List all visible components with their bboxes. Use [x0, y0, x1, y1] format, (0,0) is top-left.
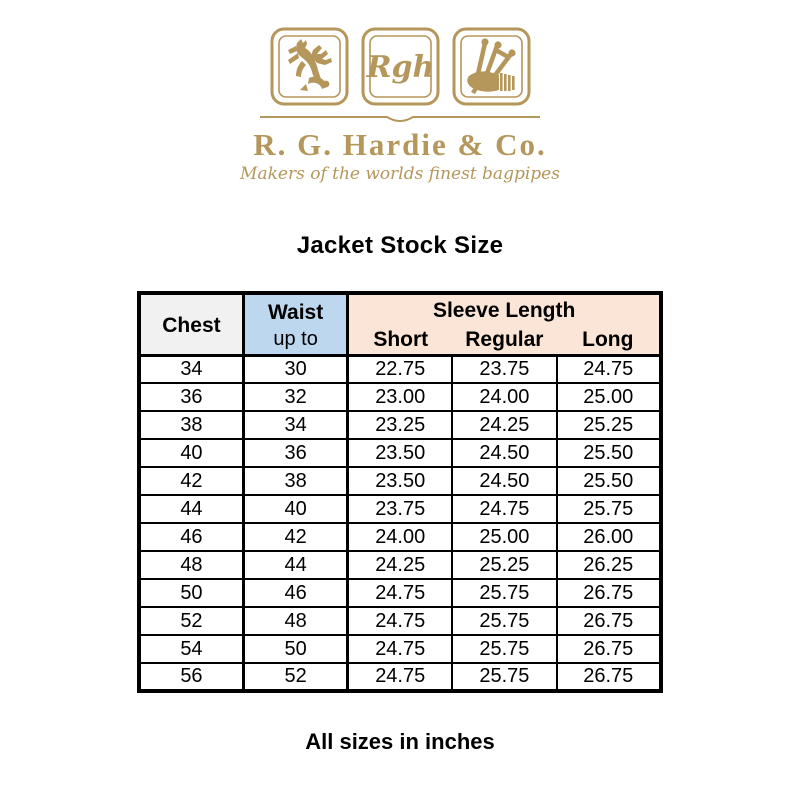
table-row: [139, 495, 661, 523]
footnote: All sizes in inches: [305, 729, 495, 754]
table-row: [139, 467, 661, 495]
table-cell: 40: [139, 439, 243, 467]
table-cell: 23.50: [348, 467, 452, 495]
table-cell: 36: [139, 383, 243, 411]
table-cell: 38: [139, 411, 243, 439]
table-cell: 25.25: [452, 551, 556, 579]
table-cell: 46: [243, 579, 347, 607]
table-cell: 44: [139, 495, 243, 523]
table-cell: 24.75: [452, 495, 556, 523]
bagpipes-icon: [451, 26, 532, 107]
table-cell: 24.25: [348, 551, 452, 579]
table-cell: 24.75: [348, 635, 452, 663]
table-cell: 25.75: [452, 579, 556, 607]
table-cell: 23.00: [348, 383, 452, 411]
brand-emblems: [0, 26, 800, 107]
page-title: Jacket Stock Size: [296, 232, 504, 259]
table-row: [139, 523, 661, 551]
table-cell: 24.00: [452, 383, 556, 411]
logo-divider: [259, 114, 541, 127]
brand-name: R. G. Hardie & Co.: [253, 127, 547, 162]
table-cell: 38: [243, 467, 347, 495]
table-cell: 24.50: [452, 439, 556, 467]
table-cell: 25.75: [557, 495, 661, 523]
table-cell: 30: [243, 355, 347, 383]
table-cell: 24.75: [348, 579, 452, 607]
brand-logo: [0, 0, 800, 185]
table-row: [139, 355, 661, 383]
column-header-short: Short: [348, 326, 452, 355]
table-cell: 40: [243, 495, 347, 523]
table-cell: 26.75: [557, 663, 661, 691]
table-cell: 23.75: [348, 495, 452, 523]
table-cell: 50: [139, 579, 243, 607]
table-cell: 25.50: [557, 439, 661, 467]
column-header-sleeve-length: Sleeve Length: [348, 293, 661, 326]
table-row: [139, 579, 661, 607]
table-cell: 25.00: [557, 383, 661, 411]
table-row: [139, 607, 661, 635]
waist-label: Waist: [267, 301, 324, 325]
table-cell: 26.75: [557, 579, 661, 607]
table-row: [139, 635, 661, 663]
table-cell: 25.00: [452, 523, 556, 551]
table-cell: 24.50: [452, 467, 556, 495]
table-cell: 26.00: [557, 523, 661, 551]
table-cell: 36: [243, 439, 347, 467]
column-header-long: Long: [557, 326, 661, 355]
waist-sublabel: up to: [273, 328, 318, 351]
column-header-chest: [139, 293, 243, 355]
brand-tagline: Makers of the worlds finest bagpipes: [240, 164, 560, 184]
table-row: [139, 439, 661, 467]
monogram-text: Rgh: [366, 50, 434, 85]
table-row: [139, 551, 661, 579]
table-cell: 34: [139, 355, 243, 383]
table-cell: 50: [243, 635, 347, 663]
size-table-header: [139, 293, 661, 355]
table-cell: 24.25: [452, 411, 556, 439]
table-cell: 54: [139, 635, 243, 663]
table-cell: 32: [243, 383, 347, 411]
table-row: [139, 663, 661, 691]
table-cell: 34: [243, 411, 347, 439]
table-cell: 24.75: [348, 607, 452, 635]
table-cell: 42: [139, 467, 243, 495]
table-cell: 25.75: [452, 607, 556, 635]
table-row: [139, 383, 661, 411]
table-cell: 48: [243, 607, 347, 635]
table-cell: 25.25: [557, 411, 661, 439]
table-cell: 46: [139, 523, 243, 551]
column-header-waist: [243, 293, 347, 355]
table-cell: 22.75: [348, 355, 452, 383]
table-cell: 24.75: [348, 663, 452, 691]
column-header-regular: Regular: [452, 326, 556, 355]
size-table-body: [139, 355, 661, 691]
rgh-monogram-icon: [360, 26, 441, 107]
table-cell: 25.50: [557, 467, 661, 495]
table-cell: 23.50: [348, 439, 452, 467]
header-row-main: [139, 293, 661, 326]
size-table: [137, 291, 663, 693]
table-cell: 26.75: [557, 635, 661, 663]
table-cell: 48: [139, 551, 243, 579]
lion-rampant-icon: [269, 26, 350, 107]
table-cell: 44: [243, 551, 347, 579]
table-cell: 26.25: [557, 551, 661, 579]
table-cell: 42: [243, 523, 347, 551]
table-cell: 23.75: [452, 355, 556, 383]
table-cell: 52: [139, 607, 243, 635]
chest-label: Chest: [162, 314, 221, 338]
table-cell: 25.75: [452, 663, 556, 691]
table-cell: 56: [139, 663, 243, 691]
table-cell: 52: [243, 663, 347, 691]
table-cell: 24.00: [348, 523, 452, 551]
table-cell: 26.75: [557, 607, 661, 635]
table-cell: 25.75: [452, 635, 556, 663]
table-row: [139, 411, 661, 439]
table-cell: 24.75: [557, 355, 661, 383]
table-cell: 23.25: [348, 411, 452, 439]
